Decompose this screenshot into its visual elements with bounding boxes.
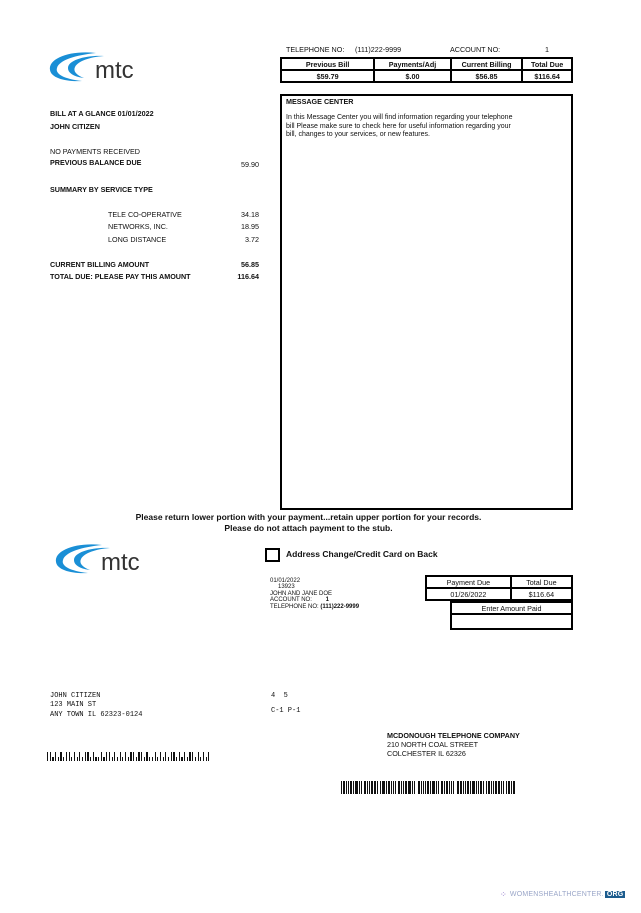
service-label-tele-cooperative: TELE CO-OPERATIVE	[108, 210, 182, 219]
previous-balance-label: PREVIOUS BALANCE DUE	[50, 158, 142, 167]
stub-account-value: 1	[325, 597, 329, 604]
stub-telephone-row	[270, 604, 359, 610]
message-center-title: MESSAGE CENTER	[286, 97, 354, 106]
account-value: 1	[545, 45, 549, 54]
stub-names: JOHN AND JANE DOE	[270, 590, 333, 597]
account-summary-table	[280, 57, 573, 83]
payment-header-row	[426, 576, 572, 588]
enter-amount-paid-label: Enter Amount Paid	[451, 602, 572, 614]
service-value-tele-cooperative: 34.18	[241, 210, 259, 219]
value-previous-bill: $59.79	[281, 70, 374, 82]
return-notice-line1: Please return lower portion with your payment...retain upper portion for your records.	[135, 512, 482, 522]
header-payments-adj: Payments/Adj	[374, 58, 451, 70]
service-value-long-distance: 3.72	[245, 235, 259, 244]
mtc-swoosh-icon	[46, 48, 156, 88]
remit-street: 210 NORTH COAL STREET	[387, 739, 479, 749]
total-due-value: 116.64	[237, 272, 259, 281]
current-billing-value: 56.85	[241, 260, 259, 269]
header-payment-due: Payment Due	[426, 576, 511, 588]
svg-text:mtc: mtc	[95, 57, 134, 84]
scan-barcode	[341, 781, 516, 794]
summary-value-row	[281, 70, 572, 82]
stub-telephone-value: (111)222-9999	[320, 603, 360, 610]
amount-paid-input-row	[451, 614, 572, 629]
telephone-value: (111)222-9999	[355, 45, 402, 54]
payment-value-row	[426, 588, 572, 600]
service-label-long-distance: LONG DISTANCE	[108, 235, 167, 244]
stub-code: 13923	[278, 584, 295, 591]
bill-at-a-glance-title: BILL AT A GLANCE 01/01/2022	[50, 109, 154, 118]
watermark-text: WOMENSHEALTHCENTER.	[509, 891, 604, 898]
value-payment-due: 01/26/2022	[426, 588, 511, 600]
stub-account-label: ACCOUNT NO:	[270, 597, 312, 604]
previous-balance-value: 59.90	[241, 160, 259, 169]
remit-to-address	[387, 732, 520, 758]
stub-telephone-label: TELEPHONE NO:	[270, 603, 319, 610]
value-payments-adj: $.00	[374, 70, 451, 82]
header-total-due: Total Due	[522, 58, 572, 70]
mailing-line1: JOHN CITIZEN	[50, 692, 101, 700]
summary-header-row	[281, 58, 572, 70]
mtc-logo-stub	[52, 540, 162, 580]
no-payments-text: NO PAYMENTS RECEIVED	[50, 147, 140, 156]
service-label-networks: NETWORKS, INC.	[108, 222, 168, 231]
mailing-line3: ANY TOWN IL 62323-0124	[50, 710, 143, 719]
header-stub-total-due: Total Due	[511, 576, 572, 588]
amount-paid-field[interactable]	[451, 614, 572, 629]
header-current-billing: Current Billing	[451, 58, 522, 70]
stub-date: 01/01/2022	[270, 578, 301, 584]
mailing-line2: 123 MAIN ST	[50, 701, 97, 710]
watermark-dots-icon: ⁘	[500, 890, 507, 899]
return-notice-line2: Please do not attach payment to the stub.	[224, 523, 393, 533]
account-label: ACCOUNT NO:	[450, 45, 501, 54]
value-stub-total-due: $116.64	[511, 588, 572, 600]
value-total-due: $116.64	[522, 70, 572, 82]
mailing-code2: C-1 P-1	[271, 707, 301, 715]
stub-account-info	[270, 578, 359, 610]
message-center-box	[280, 94, 573, 510]
address-change-checkbox[interactable]	[265, 548, 280, 562]
mailing-address	[50, 692, 142, 720]
remit-company: MCDONOUGH TELEPHONE COMPANY	[387, 731, 520, 740]
remit-city: COLCHESTER IL 62326	[387, 748, 466, 758]
mailing-code1: 4 5	[271, 692, 288, 700]
payment-due-table	[425, 575, 573, 601]
address-change-label: Address Change/Credit Card on Back	[286, 549, 438, 559]
current-billing-label: CURRENT BILLING AMOUNT	[50, 260, 150, 269]
header-previous-bill: Previous Bill	[281, 58, 374, 70]
summary-by-service-title: SUMMARY BY SERVICE TYPE	[50, 185, 153, 194]
telephone-label: TELEPHONE NO:	[286, 45, 345, 54]
message-center-body: In this Message Center you will find information regarding your telephone bill Please make sure to check here for useful information regarding your bill, changes to your services, or new features.	[286, 114, 513, 139]
service-value-networks: 18.95	[241, 222, 259, 231]
mtc-swoosh-icon	[52, 540, 162, 580]
value-current-billing: $56.85	[451, 70, 522, 82]
watermark-suffix: ORG	[606, 891, 624, 898]
postal-barcode	[47, 752, 211, 761]
amount-paid-table	[450, 601, 573, 630]
svg-text:mtc: mtc	[101, 549, 140, 576]
customer-name: JOHN CITIZEN	[50, 122, 100, 131]
total-due-label: TOTAL DUE: PLEASE PAY THIS AMOUNT	[50, 272, 191, 281]
amount-paid-header-row	[451, 602, 572, 614]
mtc-logo	[46, 48, 156, 88]
watermark	[500, 890, 625, 899]
